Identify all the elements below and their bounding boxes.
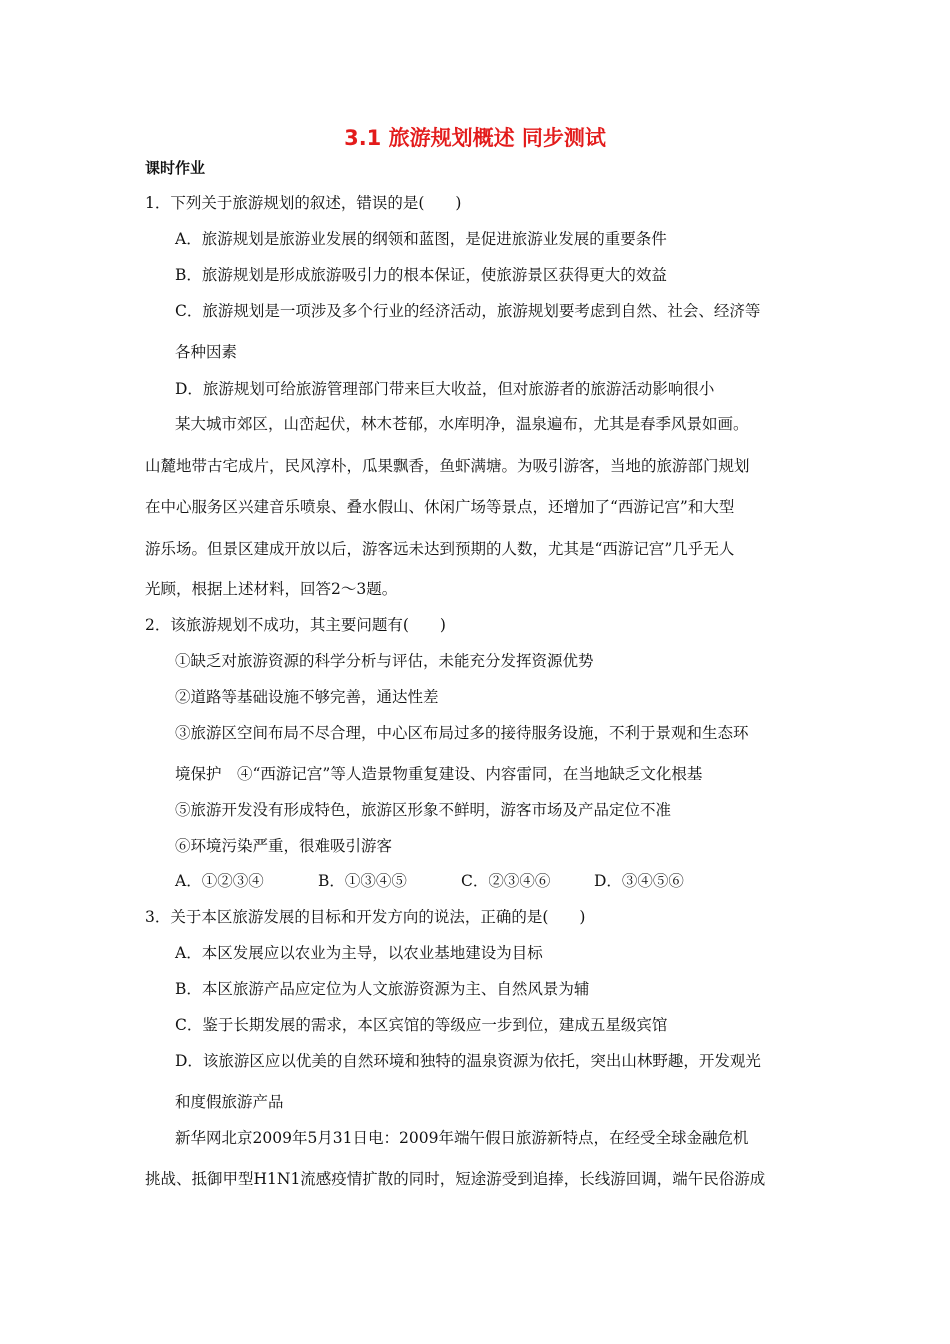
question-1-option-c: C．旅游规划是一项涉及多个行业的经济活动，旅游规划要考虑到自然、社会、经济等 (175, 302, 761, 320)
question-3-stem: 3．关于本区旅游发展的目标和开发方向的说法，正确的是( ) (145, 908, 586, 926)
question-3-option-c: C．鉴于长期发展的需求，本区宾馆的等级应一步到位，建成五星级宾馆 (175, 1016, 668, 1034)
material-paragraph-line: 山麓地带古宅成片，民风淳朴，瓜果飘香，鱼虾满塘。为吸引游客，当地的旅游部门规划 (145, 457, 750, 475)
question-1-stem: 1．下列关于旅游规划的叙述，错误的是( ) (145, 194, 462, 212)
question-2-option-d: D．③④⑤⑥ (594, 872, 684, 890)
question-2-item-6: ⑥环境污染严重，很难吸引游客 (175, 837, 393, 855)
question-1-option-d: D．旅游规划可给旅游管理部门带来巨大收益，但对旅游者的旅游活动影响很小 (175, 380, 715, 398)
question-2-item-1: ①缺乏对旅游资源的科学分析与评估，未能充分发挥资源优势 (175, 652, 594, 670)
question-2-option-a: A．①②③④ (175, 872, 264, 890)
page-title: 3.1 旅游规划概述 同步测试 (344, 126, 606, 150)
material-paragraph-line: 游乐场。但景区建成开放以后，游客远未达到预期的人数，尤其是“西游记宫”几乎无人 (145, 540, 735, 558)
question-2-options (175, 870, 684, 892)
material-paragraph-line: 光顾，根据上述材料，回答2～3题。 (145, 580, 398, 598)
material-paragraph-line: 挑战、抵御甲型H1N1流感疫情扩散的同时，短途游受到追捧，长线游回调，端午民俗游成 (145, 1170, 766, 1188)
section-label: 课时作业 (145, 159, 206, 177)
question-3-option-a: A．本区发展应以农业为主导，以农业基地建设为目标 (175, 944, 543, 962)
question-1-option-b: B．旅游规划是形成旅游吸引力的根本保证，使旅游景区获得更大的效益 (175, 266, 667, 284)
question-2-item-3: ③旅游区空间布局不尽合理，中心区布局过多的接待服务设施，不利于景观和生态环 (175, 724, 749, 742)
question-2-item-5: ⑤旅游开发没有形成特色，旅游区形象不鲜明，游客市场及产品定位不准 (175, 801, 672, 819)
question-3-option-d-cont: 和度假旅游产品 (175, 1093, 284, 1111)
question-1-option-c-cont: 各种因素 (175, 343, 238, 361)
question-2-option-c: C．②③④⑥ (461, 872, 551, 890)
question-1-option-a: A．旅游规划是旅游业发展的纲领和蓝图，是促进旅游业发展的重要条件 (175, 230, 667, 248)
question-3-option-b: B．本区旅游产品应定位为人文旅游资源为主、自然风景为辅 (175, 980, 590, 998)
material-paragraph-line: 新华网北京2009年5月31日电：2009年端午假日旅游新特点，在经受全球金融危机 (175, 1129, 749, 1147)
material-paragraph-line: 在中心服务区兴建音乐喷泉、叠水假山、休闲广场等景点，还增加了“西游记宫”和大型 (145, 498, 735, 516)
material-paragraph-line: 某大城市郊区，山峦起伏，林木苍郁，水库明净，温泉遍布，尤其是春季风景如画。 (175, 415, 749, 433)
question-3-option-d: D．该旅游区应以优美的自然环境和独特的温泉资源为依托，突出山林野趣，开发观光 (175, 1052, 761, 1070)
question-2-option-b: B．①③④⑤ (318, 872, 407, 890)
question-2-item-3-4: 境保护 ④“西游记宫”等人造景物重复建设、内容雷同，在当地缺乏文化根基 (175, 765, 703, 783)
question-2-stem: 2．该旅游规划不成功，其主要问题有( ) (145, 616, 446, 634)
question-2-item-2: ②道路等基础设施不够完善，通达性差 (175, 688, 439, 706)
